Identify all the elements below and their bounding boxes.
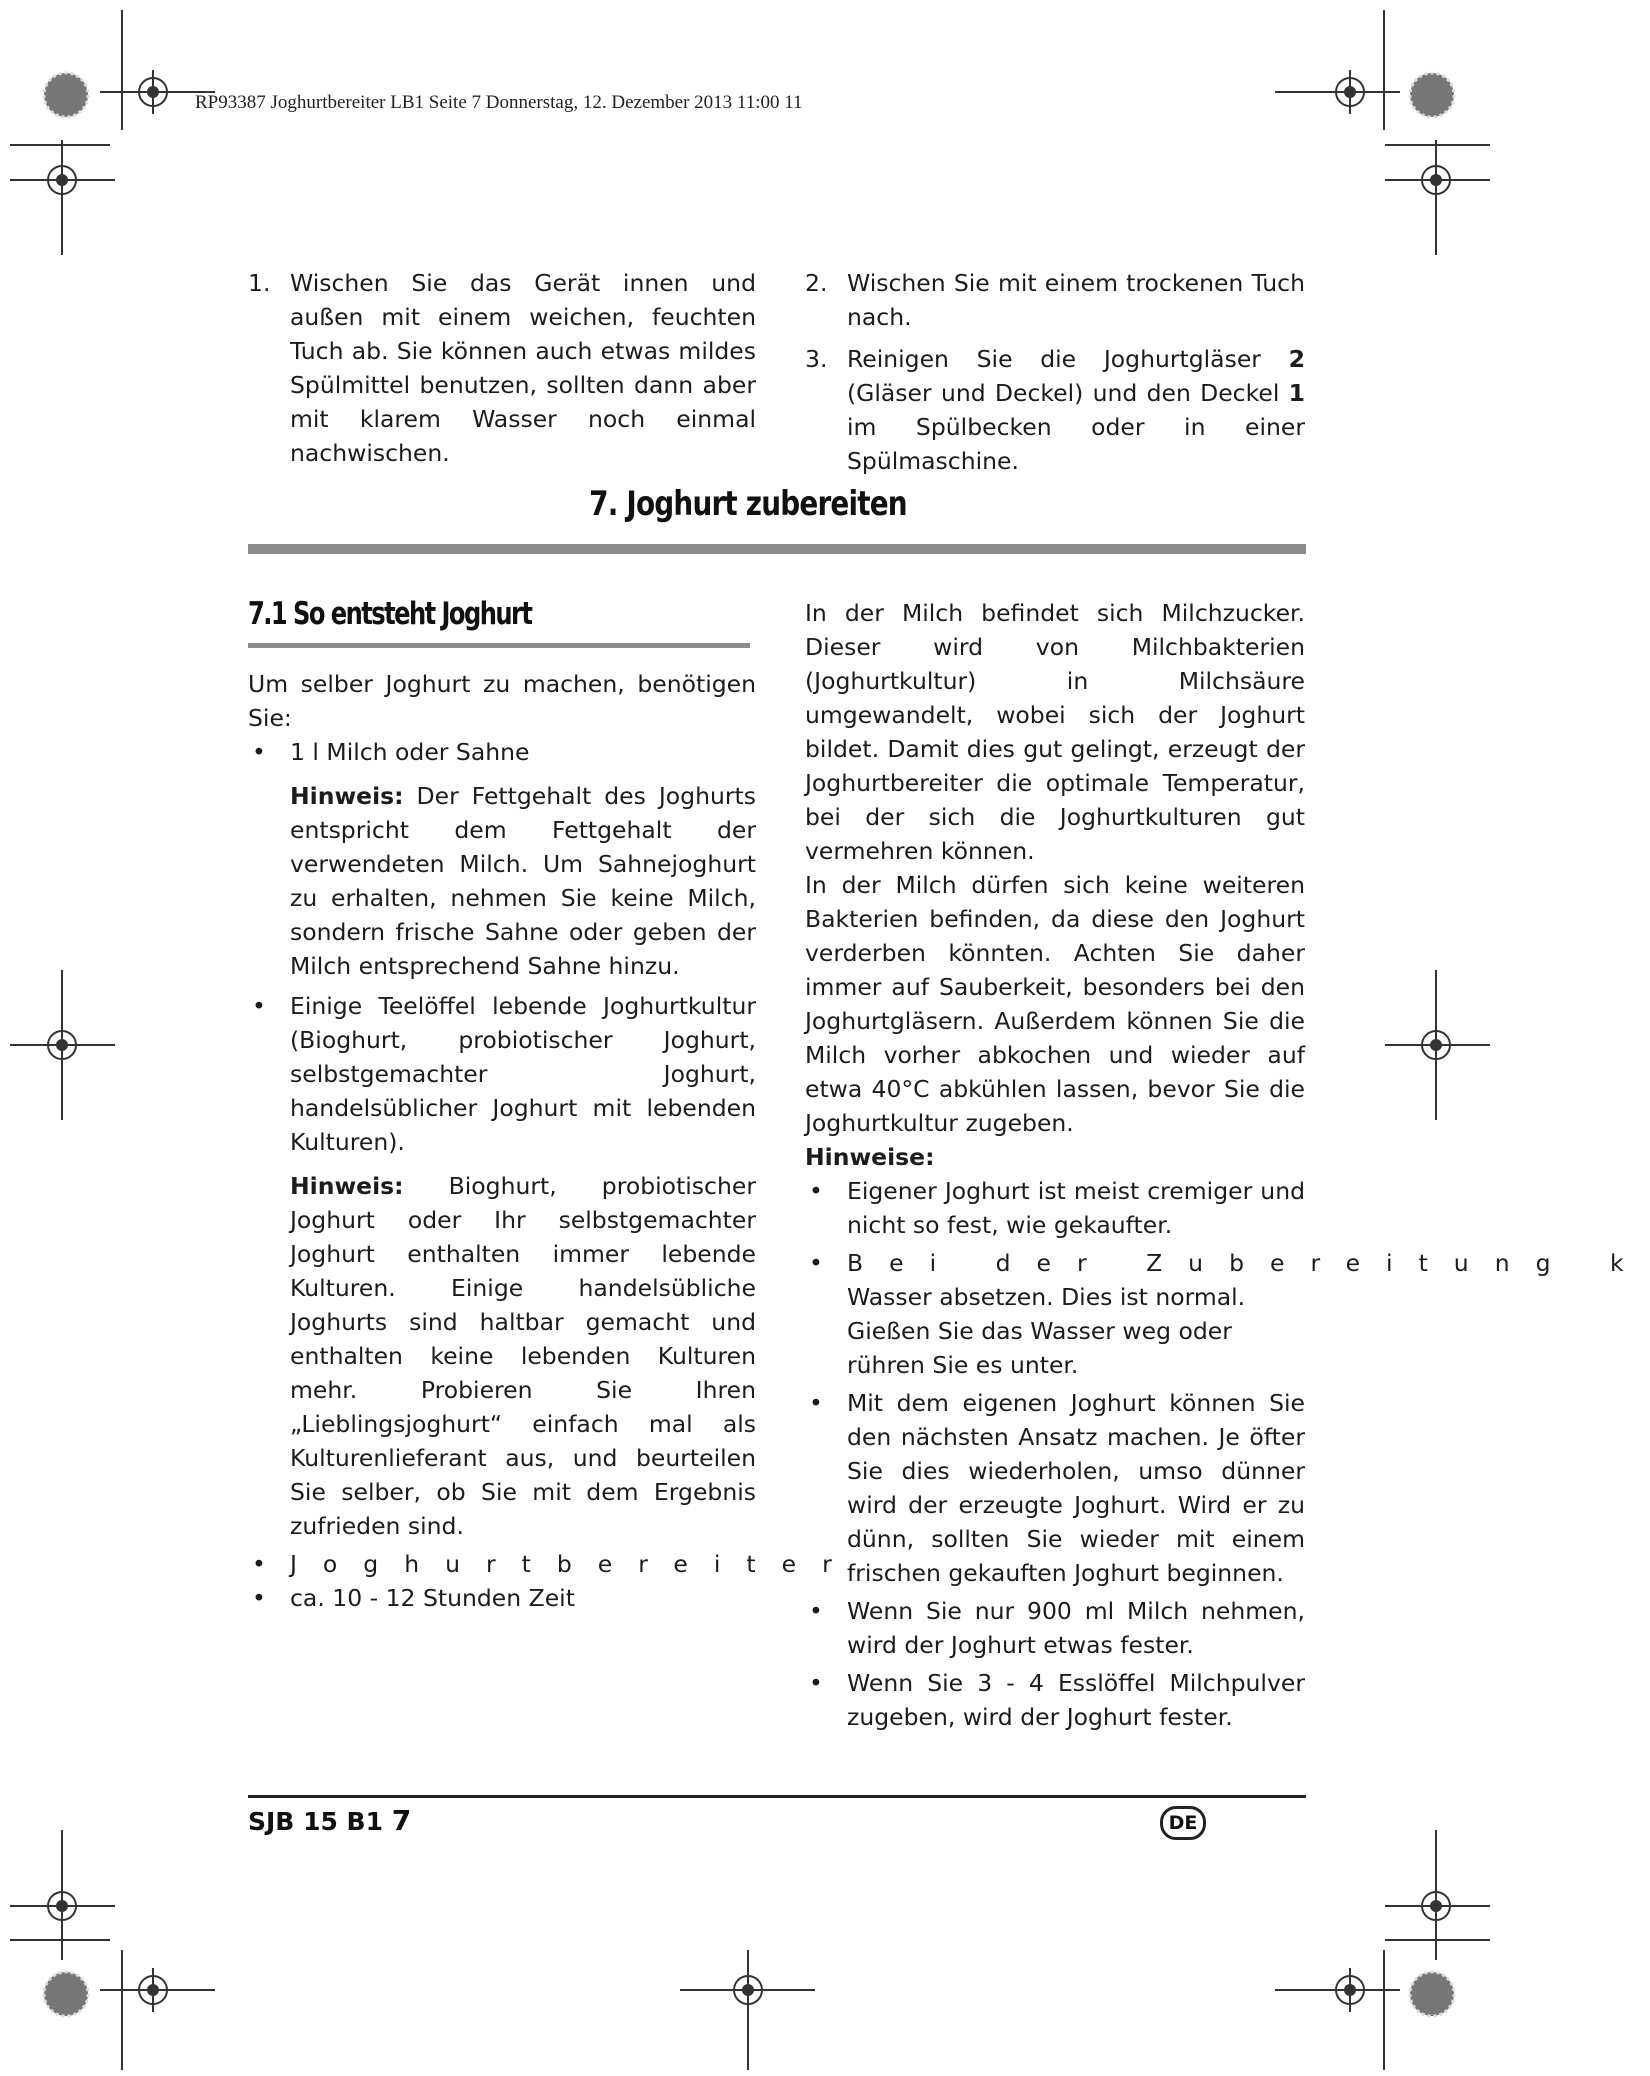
step-text-b: (Gläser und Deckel) und den Deckel (847, 379, 1289, 407)
list-item (805, 1246, 1650, 1382)
list-item-text: Wenn Sie 3 - 4 Esslöffel Milchpulver zugeben, wird der Joghurt fester. (847, 1669, 1305, 1731)
note-text: Der Fettgehalt des Joghurts entspricht dem Fettgehalt der verwendeten Milch. Um Sahnejoghurt zu erhalten, nehmen Sie keine Milch, sondern frische Sahne oder geben der Milch entsprechend Sahne hinzu. (290, 782, 756, 980)
list-item-text: Eigener Joghurt ist meist cremiger und nicht so fest, wie gekaufter. (847, 1177, 1305, 1239)
subsection-title: 7.1 So entsteht Joghurt (248, 596, 532, 632)
cleaning-steps-right (805, 266, 1305, 478)
list-item (248, 989, 756, 1159)
step-number: 1. (248, 269, 271, 297)
part-ref-lid: 1 (1288, 379, 1305, 407)
list-item (805, 1386, 1305, 1590)
model-code: SJB 15 B1 (248, 1807, 384, 1836)
note-block (248, 1169, 756, 1543)
step-text: Wischen Sie mit einem trockenen Tuch nach. (847, 269, 1305, 331)
cleaning-steps-left (248, 266, 756, 470)
part-ref-glasses: 2 (1288, 345, 1305, 373)
list-item-text: ca. 10 - 12 Stunden Zeit (290, 1584, 575, 1612)
print-header: RP93387 Joghurtbereiter LB1 Seite 7 Donnerstag, 12. Dezember 2013 11:00 11 (195, 92, 803, 113)
note-block (248, 779, 756, 983)
left-column (248, 667, 858, 1615)
note-label: Hinweis: (290, 782, 404, 810)
step-item (248, 266, 756, 470)
step-number: 2. (805, 269, 828, 297)
section-title: 7. Joghurt zubereiten (589, 484, 907, 524)
list-item-text: Joghurtbereiter (290, 1550, 858, 1578)
list-item (805, 1174, 1305, 1242)
paragraph: In der Milch dürfen sich keine weiteren Bakterien befinden, da diese den Joghurt verderben könnten. Achten Sie daher immer auf Sauberkeit, besonders bei den Joghurtgläsern. Außerdem können Sie die Milch vorher abkochen und wieder auf etwa 40°C abkühlen lassen, bevor Sie die Joghurtkultur zugeben. (805, 871, 1305, 1137)
list-item (805, 1594, 1305, 1662)
list-item (248, 1547, 858, 1581)
list-item (805, 1666, 1305, 1734)
step-text-c: im Spülbecken oder in einer Spülmaschine. (847, 413, 1305, 475)
list-item-text: Mit dem eigenen Joghurt können Sie den nächsten Ansatz machen. Je öfter Sie dies wiederholen, umso dünner wird der erzeugte Joghurt. Wird er zu dünn, sollten Sie wieder mit einem frischen gekauften Joghurt beginnen. (847, 1389, 1305, 1587)
step-item (805, 266, 1305, 334)
step-text-a: Reinigen Sie die Joghurtgläser (847, 345, 1289, 373)
list-item-text: Wenn Sie nur 900 ml Milch nehmen, wird der Joghurt etwas fester. (847, 1597, 1305, 1659)
right-column (805, 596, 1650, 1734)
footer-rule (248, 1795, 1306, 1798)
footer-model (248, 1804, 411, 1837)
list-item-text: Einige Teelöffel lebende Joghurtkultur (Bioghurt, probiotischer Joghurt, selbstgemachter Joghurt, handelsüblicher Joghurt mit lebenden Kulturen). (290, 992, 756, 1156)
list-item-text: Wasser absetzen. Dies ist normal. Gießen Sie das Wasser weg oder rühren Sie es unter. (847, 1283, 1246, 1379)
notes-heading: Hinweise: (805, 1143, 935, 1171)
subsection-rule (248, 643, 750, 648)
step-number: 3. (805, 345, 828, 373)
intro-text: Um selber Joghurt zu machen, benötigen Sie: (248, 670, 756, 732)
step-item (805, 342, 1305, 478)
step-text: Wischen Sie das Gerät innen und außen mit einem weichen, feuchten Tuch ab. Sie können auch etwas mildes Spülmittel benutzen, sollten dann aber mit klarem Wasser noch einmal nachwischen. (290, 269, 756, 467)
list-item-text-spaced: Bei der Zubereitung k (847, 1249, 1650, 1277)
paragraph: In der Milch befindet sich Milchzucker. Dieser wird von Milchbakterien (Joghurtkultur) in Milchsäure umgewandelt, wobei sich der Joghurt bildet. Damit dies gut gelingt, erzeugt der Joghurtbereiter die optimale Temperatur, bei der sich die Joghurtkulturen gut vermehren können. (805, 599, 1305, 865)
section-rule (248, 544, 1306, 554)
note-text: Bioghurt, probiotischer Joghurt oder Ihr selbstgemachter Joghurt enthalten immer lebende Kulturen. Einige handelsübliche Joghurts sind haltbar gemacht und enthalten keine lebenden Kulturen mehr. Probieren Sie Ihren „Lieblingsjoghurt“ einfach mal als Kulturenlieferant aus, und beurteilen Sie selber, ob Sie mit dem Ergebnis zufrieden sind. (290, 1172, 756, 1540)
list-item (248, 735, 756, 769)
list-item-text: 1 l Milch oder Sahne (290, 738, 530, 766)
page-number: 7 (391, 1804, 412, 1837)
list-item (248, 1581, 756, 1615)
language-badge: DE (1160, 1806, 1206, 1840)
note-label: Hinweis: (290, 1172, 404, 1200)
